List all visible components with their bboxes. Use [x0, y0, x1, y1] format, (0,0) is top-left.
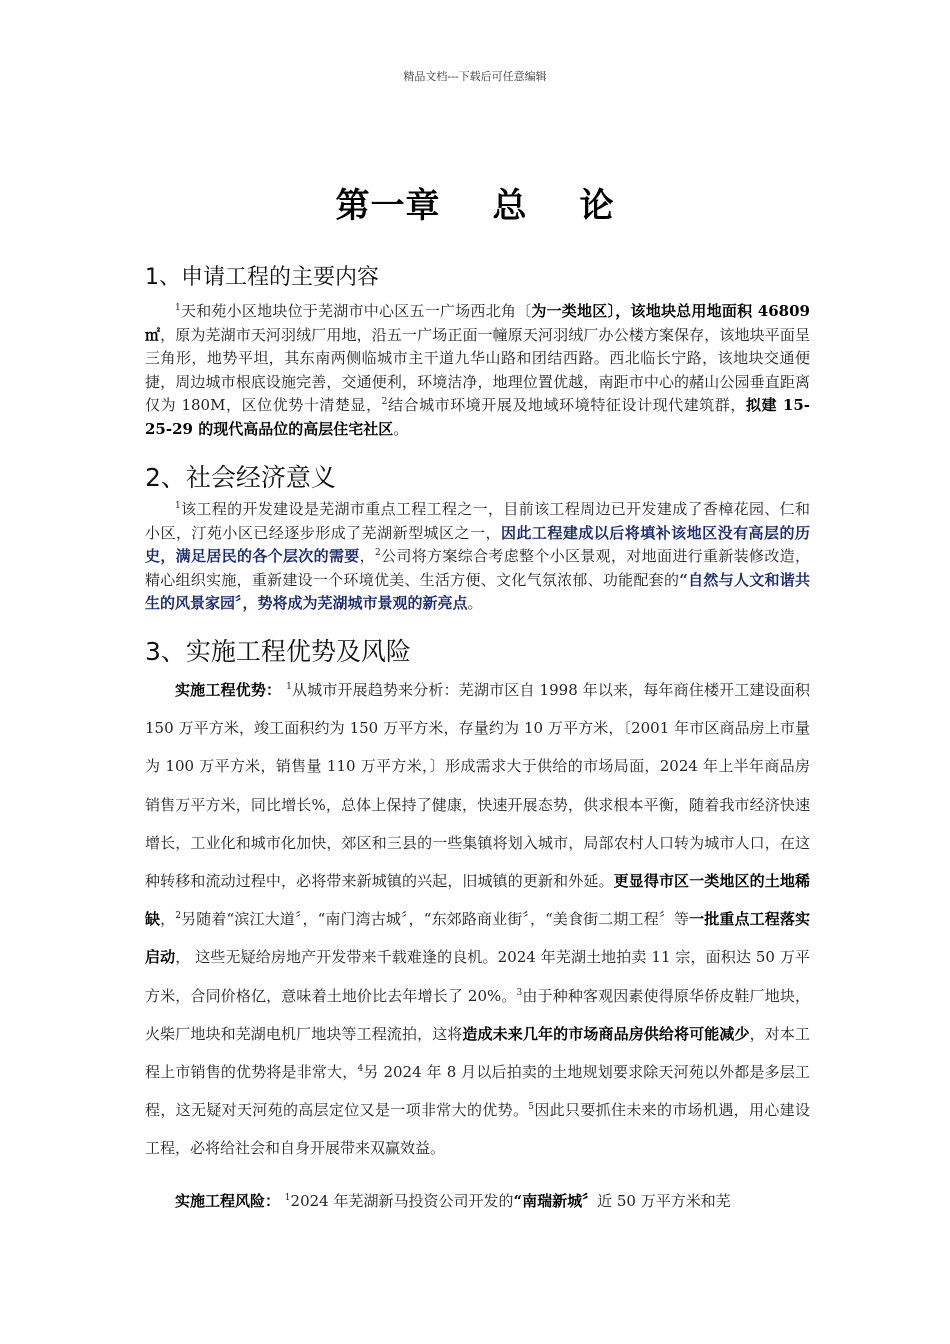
- bold-run: 拟建 15-25-29 的现代高品位的高层住宅社区: [145, 396, 810, 438]
- text-run: ，对本工程上市销售的优势将是非常大，: [145, 1024, 810, 1082]
- text-run: 。: [467, 594, 483, 613]
- bold-run: “南瑞新城〞: [513, 1192, 598, 1210]
- chapter-title-part3: 论: [579, 186, 615, 226]
- text-run: 结合城市环境开展及地域环境特征设计现代建筑群，: [387, 396, 746, 415]
- footnote-ref: 4: [357, 1064, 364, 1075]
- text-run: 2024 年芜湖新马投资公司开发的: [290, 1192, 514, 1210]
- footnote-ref: 2: [374, 548, 381, 559]
- text-run: 。: [393, 419, 409, 438]
- bold-run: 更显得市区一类地区的土地稀缺: [145, 872, 810, 929]
- text-run: 因此只要抓住未来的市场机遇，用心建设工程，必将给社会和自身开展带来双赢效益。: [145, 1101, 810, 1158]
- footnote-ref: 1: [284, 1193, 291, 1203]
- text-run: ， 这些无疑给房地产开发带来千载难逢的良机。2024 年芜湖土地拍卖 11 宗，面积达 50 万平方米，合同价格亿，意味着土地价比去年增长了 20%。: [145, 948, 810, 1005]
- risk-label: 实施工程风险：: [175, 1192, 281, 1210]
- text-run: 该工程的开发建设是芜湖市重点工程工程之一，目前该工程周边已开发建成了香樟花园、仁和小区，汀苑小区已经逐步形成了芜湖新型城区之一，: [145, 500, 810, 542]
- section-3-risk-paragraph: [145, 1190, 810, 1214]
- footnote-ref: 5: [528, 1102, 535, 1113]
- text-run: ，: [359, 547, 375, 566]
- footnote-ref: 2: [175, 911, 182, 922]
- section-3-heading: 3、实施工程优势及风险: [145, 637, 411, 666]
- section-3-advantage-paragraph: [145, 671, 810, 1168]
- section-2-heading: 2、社会经济意义: [145, 463, 336, 492]
- footnote-ref: 1: [175, 303, 181, 313]
- page-header: 精品文档---下载后可任意编辑: [403, 70, 547, 83]
- text-run: 另 2024 年 8 月以后拍卖的土地规划要求除天河苑以外都是多层工程，这无疑对天河苑的高层定位又是一项非常大的优势。: [145, 1063, 810, 1120]
- bold-run: 造成未来几年的市场商品房供给将可能减少: [462, 1024, 750, 1043]
- bold-run: 因此工程建成以后将填补该地区没有高层的历史，满足居民的各个层次的需要: [145, 523, 810, 566]
- chapter-title: [0, 178, 950, 227]
- advantage-label: 实施工程优势：: [175, 681, 282, 699]
- section-1-paragraph: [145, 300, 810, 442]
- section-1-heading: 1、申请工程的主要内容: [145, 265, 379, 290]
- text-run: 从城市开展趋势来分析：芜湖市区自 1998 年以来，每年商住楼开工建设面积 150 万平方米，竣工面积约为 150 万平方米，存量约为 10 万平方米，〔2001 年市区商品房上市量为 100 万平方米，销售量 110 万平方米，〕形成需求大于供给的市场局面，2024 年上半年商品房销售万平方米，同比增长%，总体上保持了健康，快速开展态势，供求根本平衡，随着我市经济快速增长，工业化和城市化加快，郊区和三县的一些集镇将划入城市，局部农村人口转为城市人口，在这种转移和流动过程中，必将带来新城镇的兴起，旧城镇的更新和外延。: [145, 681, 810, 891]
- footnote-ref: 1: [286, 682, 292, 692]
- chapter-title-part2: 总: [492, 186, 528, 226]
- footnote-ref: 1: [175, 501, 181, 511]
- bold-run: “自然与人文和谐共生的风景家园〞，势将成为芜湖城市景观的新亮点: [145, 570, 810, 613]
- text-run: ，: [160, 910, 176, 929]
- bold-run: 为一类地区〕，该地块总用地面积 46809㎡: [145, 302, 810, 344]
- text-run: 天和苑小区地块位于芜湖市中心区五一广场西北角〔: [180, 302, 532, 320]
- footnote-ref: 2: [381, 397, 388, 408]
- section-2-paragraph: [145, 498, 810, 616]
- text-run: 公司将方案综合考虑整个小区景观，对地面进行重新装修改造，精心组织实施，重新建设一个环境优美、生活方便、文化气氛浓郁、功能配套的: [145, 547, 810, 589]
- chapter-title-part1: 第一章: [335, 186, 441, 226]
- text-run: 近 50 万平方米和芜: [597, 1192, 731, 1210]
- text-run: 另随着“滨江大道〞，“南门湾古城〞，“东郊路商业街〞，“美食街二期工程〞等: [181, 910, 690, 929]
- text-run: ，原为芜湖市天河羽绒厂用地，沿五一广场正面一幢原天河羽绒厂办公楼方案保存，该地块平面呈三角形，地势平坦，其东南两侧临城市主干道九华山路和团结西路。西北临长宁路，该地块交通便捷，周边城市根底设施完善，交通便利，环境洁净，地理位置优越，南距市中心的赭山公园垂直距离仅为 180M，区位优势十清楚显，: [145, 325, 810, 415]
- text-run: 由于种种客观因素使得原华侨皮鞋厂地块，火柴厂地块和芜湖电机厂地块等工程流拍，这将: [145, 986, 810, 1043]
- footnote-ref: 3: [516, 987, 523, 998]
- bold-run: 一批重点工程落实启动: [145, 910, 810, 967]
